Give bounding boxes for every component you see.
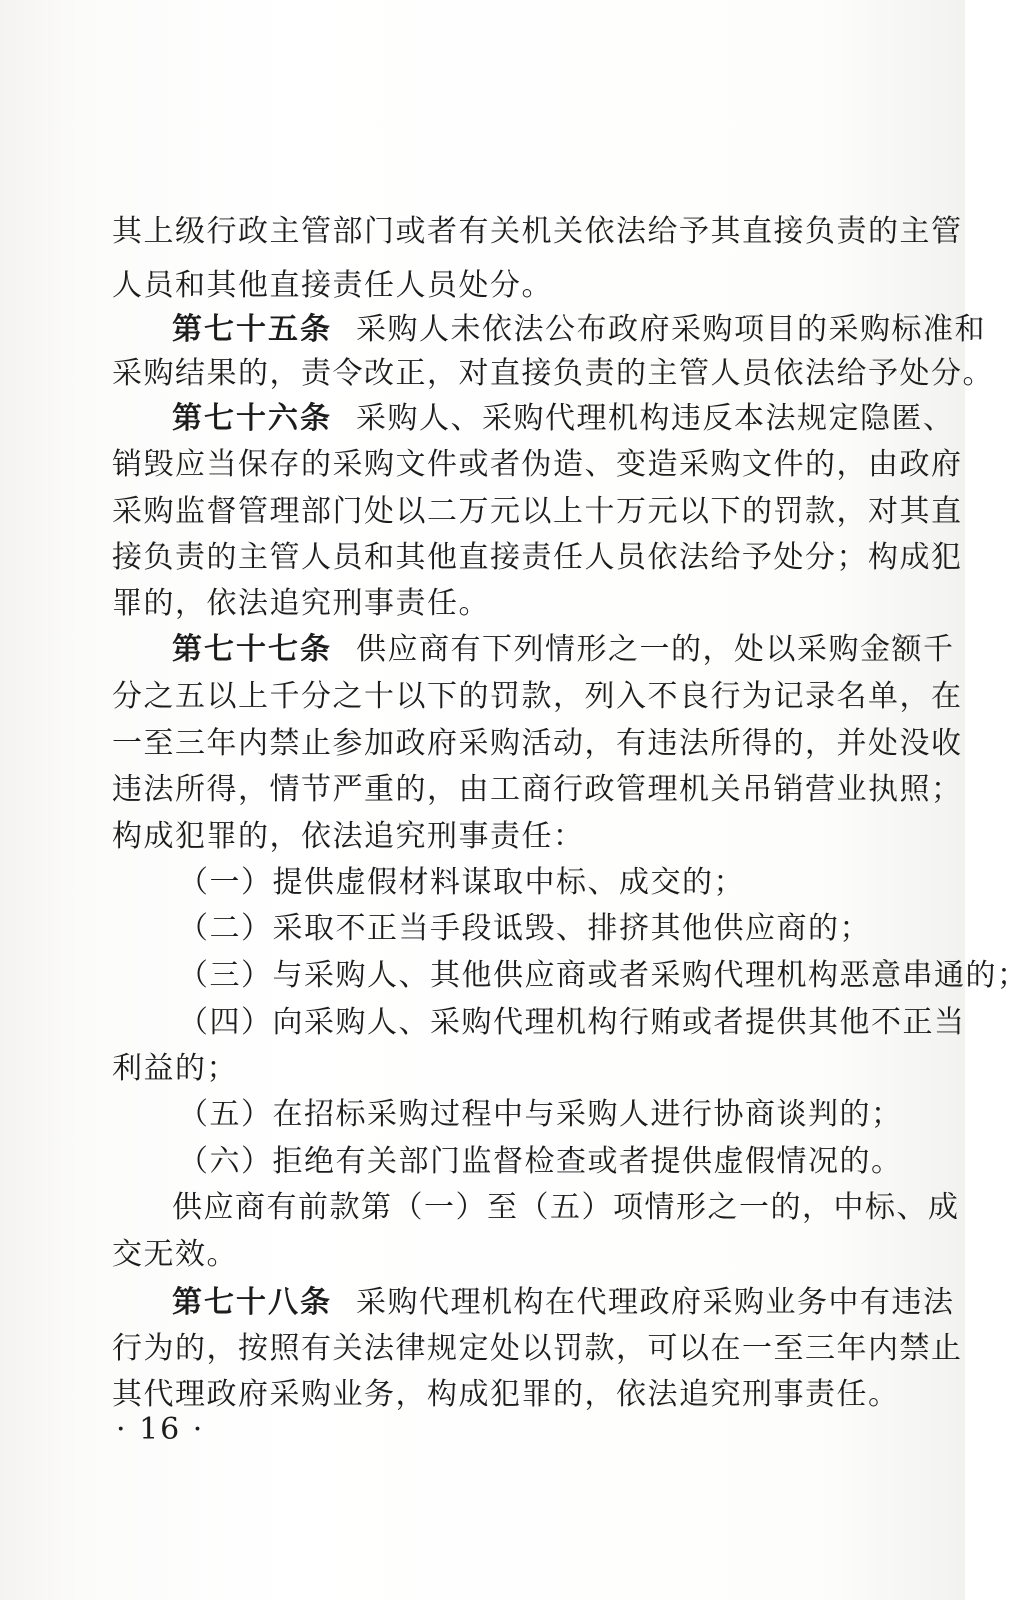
text-line: 行为的，按照有关法律规定处以罚款，可以在一至三年内禁止 <box>112 1331 963 1366</box>
text-line: 其上级行政主管部门或者有关机关依法给予其直接负责的主管 <box>112 214 963 249</box>
text-line: 采购监督管理部门处以二万元以上十万元以下的罚款，对其直 <box>112 494 963 529</box>
article-77-first-line <box>172 623 955 677</box>
text-line: 构成犯罪的，依法追究刑事责任： <box>112 819 585 854</box>
article-78-heading: 第七十八条 <box>172 1285 332 1320</box>
article-78-text: 采购代理机构在代理政府采购业务中有违法 <box>356 1285 955 1320</box>
text-line: 一至三年内禁止参加政府采购活动，有违法所得的，并处没收 <box>112 726 963 761</box>
article-77-heading: 第七十七条 <box>172 632 332 667</box>
list-item: （二）采取不正当手段诋毁、排挤其他供应商的； <box>178 911 871 946</box>
text-line: 接负责的主管人员和其他直接责任人员依法给予处分；构成犯 <box>112 540 963 575</box>
article-75-heading: 第七十五条 <box>172 312 332 347</box>
text-line: 销毁应当保存的采购文件或者伪造、变造采购文件的，由政府 <box>112 447 963 482</box>
list-item: （六）拒绝有关部门监督检查或者提供虚假情况的。 <box>178 1144 903 1179</box>
text-line: 采购结果的，责令改正，对直接负责的主管人员依法给予处分。 <box>112 356 994 391</box>
article-76-text: 采购人、采购代理机构违反本法规定隐匿、 <box>356 401 955 436</box>
list-item: （五）在招标采购过程中与采购人进行协商谈判的； <box>178 1097 903 1132</box>
text-line: 违法所得，情节严重的，由工商行政管理机关吊销营业执照； <box>112 772 963 807</box>
list-item: （四）向采购人、采购代理机构行贿或者提供其他不正当 <box>178 1005 966 1040</box>
text-line: 交无效。 <box>112 1237 238 1272</box>
text-line: 分之五以上千分之十以下的罚款，列入不良行为记录名单，在 <box>112 679 963 714</box>
list-item-continuation: 利益的； <box>112 1051 238 1086</box>
text-line: 罪的，依法追究刑事责任。 <box>112 586 490 621</box>
article-75-text: 采购人未依法公布政府采购项目的采购标准和 <box>356 312 986 347</box>
article-77-text: 供应商有下列情形之一的，处以采购金额千 <box>356 632 955 667</box>
article-76-heading: 第七十六条 <box>172 401 332 436</box>
page-number: · 16 · <box>116 1412 205 1447</box>
list-item: （三）与采购人、其他供应商或者采购代理机构恶意串通的； <box>178 958 1029 993</box>
text-line: 其代理政府采购业务，构成犯罪的，依法追究刑事责任。 <box>112 1377 900 1412</box>
text-line: 供应商有前款第（一）至（五）项情形之一的，中标、成 <box>172 1190 960 1225</box>
list-item: （一）提供虚假材料谋取中标、成交的； <box>178 865 745 900</box>
text-line: 人员和其他直接责任人员处分。 <box>112 268 553 303</box>
